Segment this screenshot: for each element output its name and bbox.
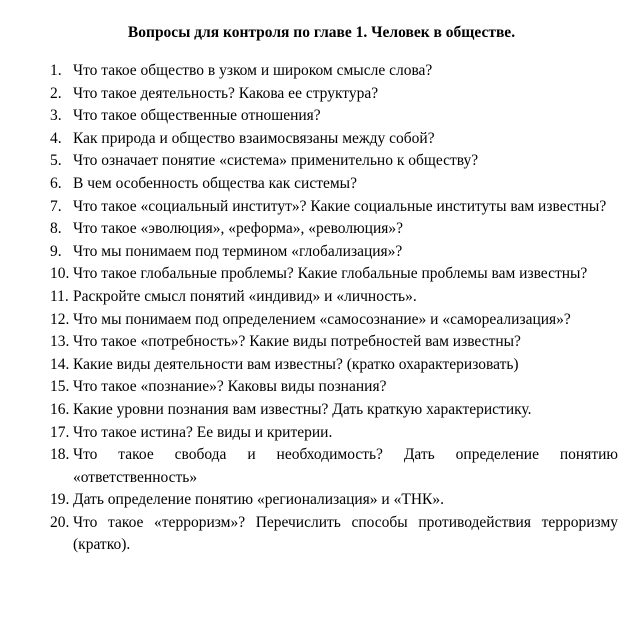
question-number: 1. bbox=[50, 62, 62, 79]
question-item bbox=[50, 512, 618, 557]
question-item bbox=[50, 218, 618, 241]
question-text: Дать определение понятию «регионализация» и «ТНК». bbox=[73, 491, 444, 509]
question-item bbox=[50, 150, 618, 173]
question-item bbox=[50, 105, 618, 128]
question-text: Что такое общество в узком и широком смысле слова? bbox=[73, 62, 433, 79]
question-item bbox=[50, 376, 618, 399]
question-item bbox=[50, 309, 618, 332]
question-text: Что такое деятельность? Какова ее структура? bbox=[73, 84, 379, 102]
question-number: 8. bbox=[50, 220, 62, 238]
question-number: 10. bbox=[50, 265, 70, 283]
question-item bbox=[50, 286, 618, 309]
question-text: Что такое общественные отношения? bbox=[73, 107, 321, 125]
question-number: 5. bbox=[50, 152, 62, 170]
question-text: Что такое «терроризм»? Перечислить способы противодействия терроризму (кратко). bbox=[73, 513, 618, 554]
question-number: 19. bbox=[50, 491, 70, 509]
question-number: 12. bbox=[50, 310, 70, 328]
question-number: 16. bbox=[50, 400, 70, 418]
question-number: 18. bbox=[50, 446, 70, 464]
question-number: 2. bbox=[50, 84, 62, 102]
question-number: 17. bbox=[50, 423, 70, 441]
question-text: Что такое «познание»? Каковы виды познания? bbox=[73, 378, 387, 396]
question-text: Что означает понятие «система» применительно к обществу? bbox=[73, 152, 479, 170]
question-item bbox=[50, 422, 618, 445]
question-number: 11. bbox=[50, 287, 69, 305]
question-item bbox=[50, 173, 618, 196]
question-number: 3. bbox=[50, 107, 62, 125]
question-item bbox=[50, 196, 618, 219]
question-text: Какие виды деятельности вам известны? (кратко охарактеризовать) bbox=[73, 355, 519, 373]
question-number: 6. bbox=[50, 174, 62, 192]
question-item bbox=[50, 354, 618, 377]
question-number: 7. bbox=[50, 197, 62, 215]
question-item bbox=[50, 128, 618, 151]
question-text: Что такое свобода и необходимость? Дать определение понятию «ответственность» bbox=[73, 446, 618, 486]
question-text: Что мы понимаем под определением «самосознание» и «самореализация»? bbox=[73, 310, 571, 328]
question-text: Как природа и общество взаимосвязаны между собой? bbox=[73, 129, 435, 147]
question-item bbox=[50, 60, 618, 83]
question-item bbox=[50, 489, 618, 512]
page-title: Вопросы для контроля по главе 1. Человек в обществе. bbox=[127, 24, 516, 41]
question-item bbox=[50, 263, 618, 286]
question-text: В чем особенность общества как системы? bbox=[73, 174, 357, 192]
question-number: 14. bbox=[50, 355, 70, 373]
question-text: Раскройте смысл понятий «индивид» и «личность». bbox=[73, 287, 417, 305]
question-text: Что такое глобальные проблемы? Какие глобальные проблемы вам известны? bbox=[73, 265, 588, 283]
question-item bbox=[50, 331, 618, 354]
question-number: 4. bbox=[50, 129, 62, 147]
question-text: Что такое истина? Ее виды и критерии. bbox=[73, 423, 333, 441]
question-text: Что мы понимаем под термином «глобализация»? bbox=[73, 242, 403, 260]
question-text: Что такое «эволюция», «реформа», «революция»? bbox=[73, 220, 404, 238]
question-text: Что такое «потребность»? Какие виды потребностей вам известны? bbox=[73, 333, 521, 351]
question-item bbox=[50, 399, 618, 422]
question-number: 15. bbox=[50, 378, 70, 396]
question-item bbox=[50, 83, 618, 106]
question-number: 9. bbox=[50, 242, 62, 260]
question-item bbox=[50, 444, 618, 489]
question-text: Что такое «социальный институт»? Какие социальные институты вам известны? bbox=[73, 197, 607, 215]
question-item bbox=[50, 241, 618, 264]
question-number: 13. bbox=[50, 333, 70, 351]
question-list bbox=[50, 60, 618, 557]
question-text: Какие уровни познания вам известны? Дать краткую характеристику. bbox=[73, 400, 532, 418]
question-number: 20. bbox=[50, 513, 70, 531]
